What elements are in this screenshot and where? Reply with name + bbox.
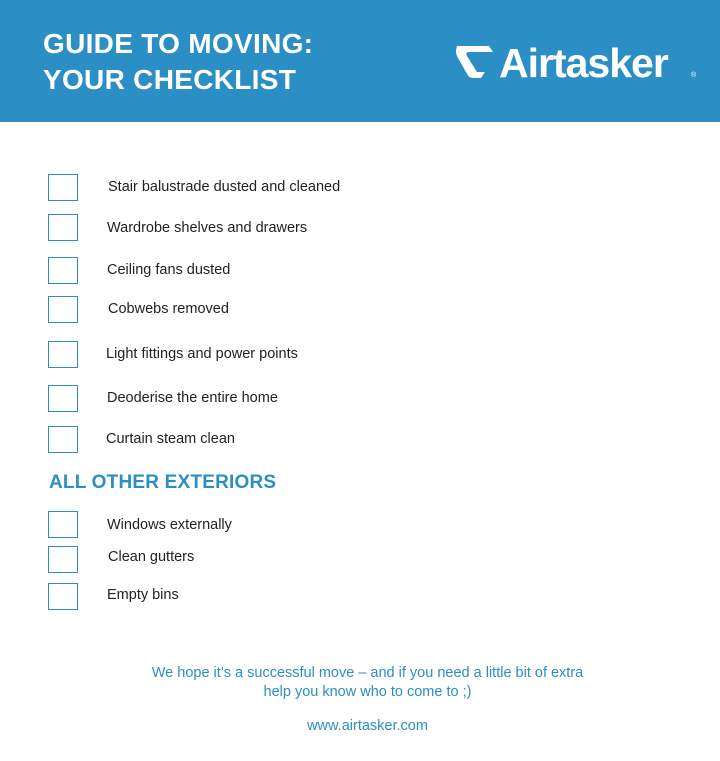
checklist-item-label: Deoderise the entire home [107,390,278,406]
checklist-item [48,341,648,369]
checklist-item [48,511,648,539]
checklist-item [48,214,648,242]
logo-wordmark: Airtasker [499,40,668,86]
checkbox[interactable] [48,511,78,538]
title-line-2: YOUR CHECKLIST [43,64,297,95]
page-title [43,26,313,98]
header-banner [0,0,720,122]
airtasker-logo [455,38,700,88]
checkbox[interactable] [48,546,78,573]
checkbox[interactable] [48,385,78,412]
registered-mark: ® [691,72,697,79]
checklist-item [48,296,648,324]
checkbox[interactable] [48,257,78,284]
checkbox[interactable] [48,426,78,453]
checkbox[interactable] [48,583,78,610]
checklist-item [48,257,648,285]
checklist-item-label: Curtain steam clean [106,431,235,447]
checklist-item-label: Light fittings and power points [106,346,298,362]
footer-message-line-1: We hope it’s a successful move – and if you need a little bit of extra [151,665,584,681]
footer-message [60,664,675,702]
checkbox[interactable] [48,296,78,323]
section-heading-exteriors: ALL OTHER EXTERIORS [49,472,277,493]
checklist-item-label: Stair balustrade dusted and cleaned [108,179,341,195]
checklist-item-label: Ceiling fans dusted [107,262,231,278]
checklist-item-label: Empty bins [107,587,179,603]
checklist-item [48,174,648,202]
footer-website-link[interactable]: www.airtasker.com [307,718,428,734]
checkbox[interactable] [48,174,78,201]
checklist-item-label: Clean gutters [108,549,195,565]
title-line-1: GUIDE TO MOVING: [43,28,314,59]
checklist-item [48,546,648,574]
checkbox[interactable] [48,341,78,368]
checklist-item [48,583,648,611]
checklist-item-label: Cobwebs removed [108,301,229,317]
checklist-item [48,385,648,413]
checklist-item-label: Windows externally [107,517,232,533]
checkbox[interactable] [48,214,78,241]
footer-message-line-2: help you know who to come to ;) [263,684,472,700]
checklist-item-label: Wardrobe shelves and drawers [107,220,308,236]
checklist-item [48,426,648,454]
